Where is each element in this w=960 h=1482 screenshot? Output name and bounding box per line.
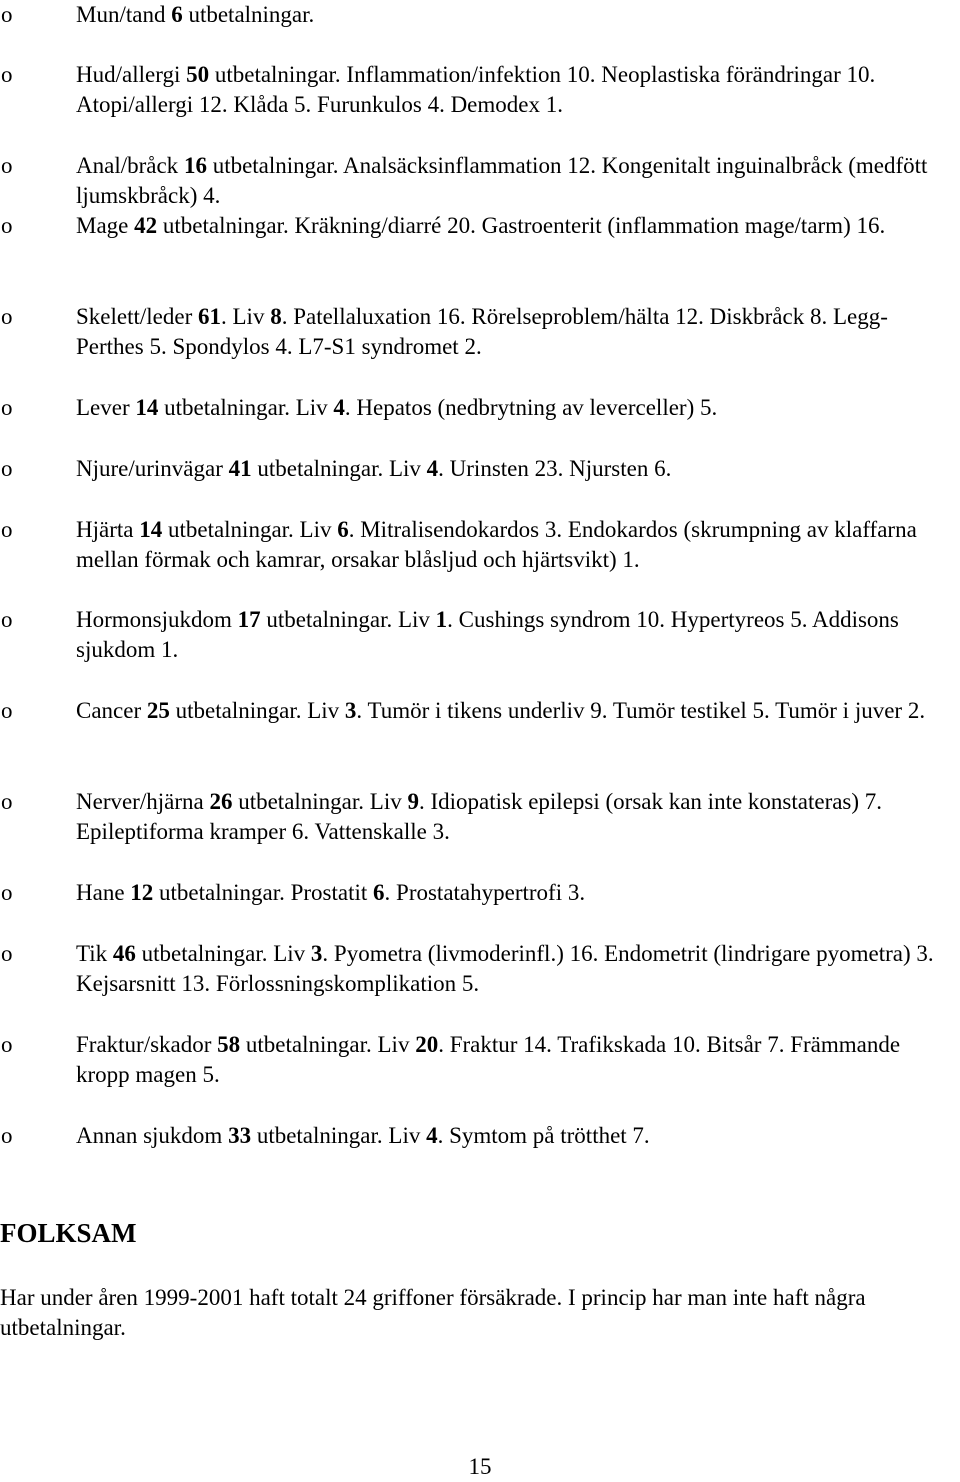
list-bullet: o (1, 789, 13, 814)
text-segment: Mage (76, 213, 135, 238)
count-value: 1 (435, 607, 448, 632)
count-value: 8 (270, 304, 282, 329)
count-value: 3 (344, 698, 357, 723)
text-segment: utbetalningar. Liv (135, 941, 311, 966)
text-segment: utbetalningar. Liv (260, 607, 436, 632)
list-bullet: o (1, 941, 13, 966)
list-item (0, 939, 955, 999)
text-segment: utbetalningar. Liv (240, 1032, 416, 1057)
list-item (0, 696, 955, 726)
count-value: 50 (186, 62, 210, 87)
text-segment: . Tumör i tikens underliv 9. Tumör testikel 5. Tumör i juver 2. (356, 698, 926, 723)
count-value: 12 (130, 880, 154, 905)
list-item-text (76, 605, 954, 665)
text-segment: . Cushings syndrom 10. Hypertyreos 5. Addisons sjukdom 1. (76, 607, 899, 662)
text-segment: Nerver/hjärna (76, 789, 210, 814)
list-bullet: o (1, 62, 13, 87)
text-segment: . Symtom på trötthet 7. (437, 1123, 650, 1148)
count-value: 4 (426, 1123, 438, 1148)
list-bullet: o (1, 304, 13, 329)
text-segment: . Patellaluxation 16. Rörelseproblem/hälta 12. Diskbråck 8. Legg-Perthes 5. Spondylos 4. L7-S1 syndromet 2. (76, 304, 888, 359)
count-value: 6 (373, 880, 385, 905)
list-item-text (76, 393, 954, 423)
list-bullet: o (1, 1032, 13, 1057)
text-segment: Cancer (76, 698, 147, 723)
text-segment: Hormonsjukdom (76, 607, 238, 632)
text-segment: Anal/bråck (76, 153, 184, 178)
list-bullet: o (1, 698, 13, 723)
text-segment: utbetalningar. Prostatit (153, 880, 374, 905)
list-item (0, 454, 955, 484)
text-segment: utbetalningar. Liv (162, 517, 338, 542)
count-value: 42 (134, 213, 158, 238)
list-item-text (76, 1030, 954, 1090)
list-item (0, 0, 955, 30)
text-segment: utbetalningar. Liv (158, 395, 334, 420)
text-segment: Njure/urinvägar (76, 456, 229, 481)
count-value: 4 (426, 456, 439, 481)
text-segment: Fraktur/skador (76, 1032, 218, 1057)
text-segment: Hane (76, 880, 131, 905)
count-value: 6 (337, 517, 349, 542)
list-item (0, 151, 955, 211)
list-item-text (76, 0, 954, 30)
list-bullet: o (1, 213, 13, 238)
list-item-text (76, 696, 954, 726)
text-segment: . Liv (221, 304, 271, 329)
count-value: 46 (112, 941, 136, 966)
count-value: 3 (310, 941, 323, 966)
list-item (0, 787, 955, 847)
text-segment: Hud/allergi (76, 62, 187, 87)
text-segment: utbetalningar. Liv (232, 789, 408, 814)
section-paragraph: Har under åren 1999-2001 haft totalt 24 griffoner försäkrade. I princip har man inte haft några utbetalningar. (0, 1285, 866, 1340)
list-bullet: o (1, 2, 13, 27)
list-item-text (76, 1121, 954, 1151)
count-value: 20 (415, 1032, 439, 1057)
text-segment: utbetalningar. (182, 2, 315, 27)
list-item-text (76, 302, 954, 362)
section-heading: FOLKSAM (0, 1218, 137, 1248)
list-bullet: o (1, 153, 13, 178)
list-item (0, 605, 955, 665)
list-item-text (76, 454, 954, 484)
list-bullet: o (1, 880, 13, 905)
list-item-text (76, 60, 954, 120)
list-item (0, 1121, 955, 1151)
text-segment: Hjärta (76, 517, 140, 542)
list-bullet: o (1, 607, 13, 632)
text-segment: . Urinsten 23. Njursten 6. (438, 456, 672, 481)
list-item (0, 211, 955, 241)
count-value: 9 (407, 789, 419, 814)
list-item (0, 878, 955, 908)
text-segment: . Pyometra (livmoderinfl.) 16. Endometrit (lindrigare pyometra) 3. Kejsarsnitt 13. Förlossningskomplikation 5. (76, 941, 934, 996)
text-segment: . Fraktur 14. Trafikskada 10. Bitsår 7. Främmande kropp magen 5. (76, 1032, 901, 1087)
count-value: 14 (139, 517, 163, 542)
list-item (0, 515, 955, 575)
list-bullet: o (1, 456, 13, 481)
text-segment: . Mitralisendokardos 3. Endokardos (skrumpning av klaffarna mellan förmak och kamrar, orsakar blåsljud och hjärtsvikt) 1. (76, 517, 917, 572)
text-segment: utbetalningar. Inflammation/infektion 10. Neoplastiska förändringar 10. Atopi/allergi 12. Klåda 5. Furunkulos 4. Demodex 1. (76, 62, 876, 117)
list-item (0, 393, 955, 423)
count-value: 41 (228, 456, 252, 481)
text-segment: . Hepatos (nedbrytning av leverceller) 5. (344, 395, 718, 420)
text-segment: utbetalningar. Liv (251, 1123, 427, 1148)
list-bullet: o (1, 395, 13, 420)
list-item-text (76, 211, 954, 241)
count-value: 26 (209, 789, 233, 814)
count-value: 25 (146, 698, 170, 723)
page-number: 15 (468, 1454, 492, 1479)
list-item-text (76, 878, 954, 908)
list-item (0, 60, 955, 120)
text-segment: . Idiopatisk epilepsi (orsak kan inte konstateras) 7. Epileptiforma kramper 6. Vattenskalle 3. (76, 789, 883, 844)
list-bullet: o (1, 1123, 13, 1148)
text-segment: Annan sjukdom (76, 1123, 229, 1148)
count-value: 6 (171, 2, 183, 27)
list-item-text (76, 515, 954, 575)
list-item (0, 1030, 955, 1090)
count-value: 17 (237, 607, 261, 632)
text-segment: utbetalningar. Analsäcksinflammation 12. Kongenitalt inguinalbråck (medfött ljumskbråck) 4. (76, 153, 928, 208)
text-segment: utbetalningar. Liv (169, 698, 345, 723)
text-segment: Skelett/leder (76, 304, 198, 329)
count-value: 33 (228, 1123, 252, 1148)
count-value: 4 (333, 395, 345, 420)
text-segment: Lever (76, 395, 136, 420)
list-bullet: o (1, 517, 13, 542)
count-value: 16 (183, 153, 207, 178)
text-segment: . Prostatahypertrofi 3. (384, 880, 586, 905)
text-segment: utbetalningar. Liv (251, 456, 427, 481)
text-segment: Tik (76, 941, 113, 966)
text-segment: utbetalningar. Kräkning/diarré 20. Gastroenterit (inflammation mage/tarm) 16. (157, 213, 886, 238)
list-item-text (76, 787, 954, 847)
count-value: 58 (217, 1032, 241, 1057)
list-item (0, 302, 955, 362)
count-value: 14 (135, 395, 159, 420)
list-item-text (76, 151, 954, 211)
text-segment: Mun/tand (76, 2, 172, 27)
list-item-text (76, 939, 954, 999)
count-value: 61 (198, 304, 221, 329)
